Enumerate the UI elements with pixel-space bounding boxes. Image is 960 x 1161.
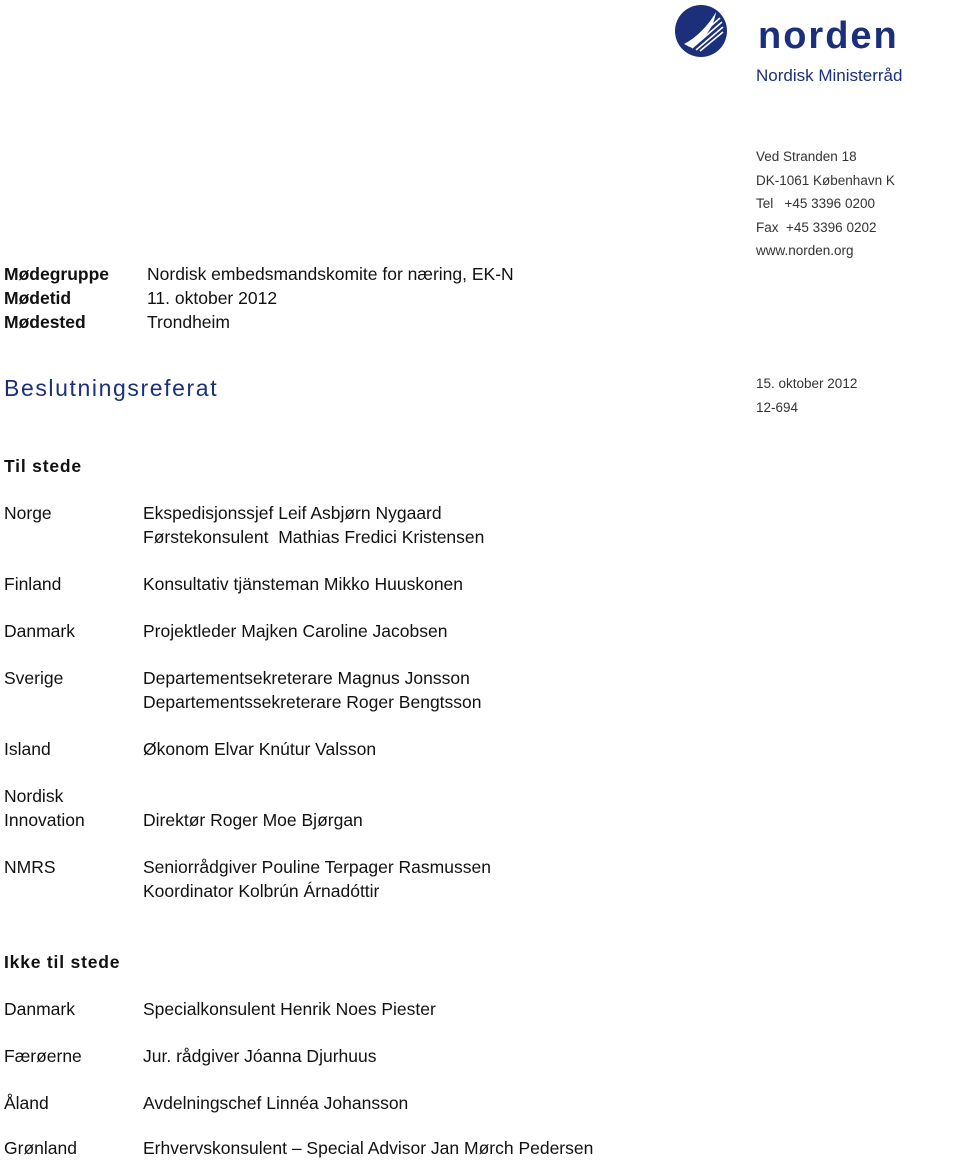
person-entry: Seniorrådgiver Pouline Terpager Rasmussen xyxy=(143,857,491,877)
person-entry: Jur. rådgiver Jóanna Djurhuus xyxy=(143,1046,377,1066)
country-label: Grønland xyxy=(4,1138,77,1158)
person-entry: Direktør Roger Moe Bjørgan xyxy=(143,809,363,830)
person-entry: Konsultativ tjänsteman Mikko Huuskonen xyxy=(143,574,464,594)
address-block xyxy=(756,145,895,263)
person-entry: Avdelningschef Linnéa Johansson xyxy=(143,1093,409,1113)
person-entry: Ekspedisjonssjef Leif Asbjørn Nygaard xyxy=(143,503,442,523)
people-cell xyxy=(143,667,703,714)
people-cell xyxy=(143,785,703,832)
country-label: Åland xyxy=(4,1093,49,1113)
document-reference: 12-694 xyxy=(756,400,799,415)
country-label: Danmark xyxy=(4,999,75,1019)
country-cell xyxy=(4,998,134,1022)
website-line: www.norden.org xyxy=(756,243,854,258)
meeting-info-value: Nordisk embedsmandskomite for næring, EK-N xyxy=(147,264,514,284)
people-cell xyxy=(143,620,703,644)
organisation-name: Nordisk Ministerråd xyxy=(756,66,903,85)
person-entry: Økonom Elvar Knútur Valsson xyxy=(143,739,377,759)
document-title: Beslutningsreferat xyxy=(4,375,219,401)
meeting-info-label: Mødetid xyxy=(4,288,72,308)
meeting-group-row xyxy=(4,262,514,286)
country-cell xyxy=(4,1092,134,1116)
person-entry xyxy=(143,785,703,809)
phone-line: Tel +45 3396 0200 xyxy=(756,196,875,211)
person-entry: Koordinator Kolbrún Árnadóttir xyxy=(143,880,380,901)
country-label: Sverige xyxy=(4,668,64,688)
fax-line: Fax +45 3396 0202 xyxy=(756,219,877,235)
country-label: NMRS xyxy=(4,857,56,877)
country-label: Danmark xyxy=(4,621,75,641)
address-line: Ved Stranden 18 xyxy=(756,149,857,164)
meeting-info-value: Trondheim xyxy=(147,312,230,332)
swan-emblem-icon xyxy=(675,5,727,57)
meeting-info-value: 11. oktober 2012 xyxy=(147,288,278,308)
people-cell xyxy=(143,502,703,549)
country-cell xyxy=(4,856,134,880)
meeting-info-label: Mødegruppe xyxy=(4,264,109,284)
country-cell xyxy=(4,1137,134,1161)
country-cell xyxy=(4,667,134,691)
address-line: DK-1061 København K xyxy=(756,172,895,188)
country-label: Finland xyxy=(4,574,62,594)
people-cell xyxy=(143,1045,703,1069)
meeting-place-row xyxy=(4,310,514,334)
meeting-info-label: Mødested xyxy=(4,312,86,332)
country-cell xyxy=(4,738,134,762)
logo-wordmark: norden xyxy=(758,15,899,57)
country-label: Island xyxy=(4,739,51,759)
meeting-info xyxy=(4,262,514,334)
country-label: Færøerne xyxy=(4,1046,82,1066)
country-cell xyxy=(4,785,134,832)
person-entry: Erhvervskonsulent – Special Advisor Jan Mørch Pedersen xyxy=(143,1138,594,1158)
people-cell xyxy=(143,1137,703,1161)
people-cell xyxy=(143,738,703,762)
people-cell xyxy=(143,573,703,597)
norden-logo xyxy=(674,4,956,58)
person-entry: Projektleder Majken Caroline Jacobsen xyxy=(143,621,448,641)
person-entry: Specialkonsulent Henrik Noes Piester xyxy=(143,999,436,1019)
document-date: 15. oktober 2012 xyxy=(756,376,858,391)
meeting-time-row xyxy=(4,286,514,310)
people-cell xyxy=(143,856,703,903)
person-entry: Førstekonsulent Mathias Fredici Kristensen xyxy=(143,526,485,547)
country-label: Norge xyxy=(4,503,52,523)
absent-heading: Ikke til stede xyxy=(4,952,121,972)
country-cell xyxy=(4,502,134,526)
country-cell xyxy=(4,573,134,597)
country-cell xyxy=(4,620,134,644)
people-cell xyxy=(143,1092,703,1116)
people-cell xyxy=(143,998,703,1022)
country-label: Innovation xyxy=(4,809,85,830)
person-entry: Departementssekreterare Roger Bengtsson xyxy=(143,691,482,712)
person-entry: Departementsekreterare Magnus Jonsson xyxy=(143,668,470,688)
country-label: Nordisk xyxy=(4,786,64,806)
country-cell xyxy=(4,1045,134,1069)
present-heading: Til stede xyxy=(4,456,82,476)
